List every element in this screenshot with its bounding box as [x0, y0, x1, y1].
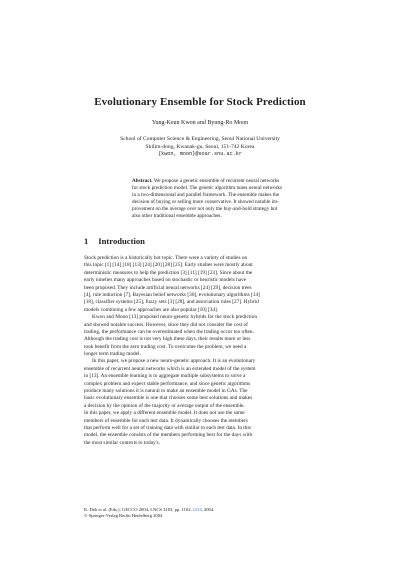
body-line: basic evolutionary ensemble is one that chooses some best solutions and makes [84, 395, 253, 402]
body-line: and showed notable success. However, since they did not consider the cost of [84, 321, 248, 328]
citation-end-page: 1113 [192, 507, 202, 512]
body-line: In this paper, we propose a new neuro-genetic approach. It is an evolutionary [92, 358, 256, 365]
body-line: [4], rule induction [7], Bayesian belief networks [30], evolutionary algorithms [14] [84, 291, 260, 298]
body-line: in [13]. An ensemble learning is to aggregate multiple subsystems to solve a [84, 373, 246, 380]
body-line: a decision by the opinion of the majority or average output of the ensemble. [84, 402, 245, 409]
body-line: Stock prediction is a historically hot topic. There were a variety of studies on [84, 255, 248, 261]
body-line: [18], classifier systems [25], fuzzy sets [3] [28], and association rules [27]. Hybrid [84, 299, 259, 306]
body-line: Kwon and Moon [13] proposed neuro-genetic hybrids for the stock prediction [92, 314, 258, 321]
body-line: In this paper, we apply a different ensemble model. It does not use the same [84, 410, 245, 417]
body-line: complex problem and expect stable performance, and since genetic algorithms [84, 380, 251, 387]
body-line: this topic [1] [14] [18] [13] [24] [20] [28] [25]. Early studies were mostly about [84, 262, 253, 269]
paper-authors: Yung-Keun Kwon and Byung-Ro Moon [151, 120, 249, 126]
body-line: produce many solutions it is natural to make an ensemble model in GAs. The [84, 388, 248, 395]
body-line: deterministic measures to help the prediction [3] [11] [19] [23]. Since about the [84, 269, 253, 276]
body-line: took benefit from the zero trading cost. To overcome the problem, we need a [84, 343, 247, 350]
page-footer [84, 507, 214, 519]
body-line: longer term trading model. [84, 351, 141, 358]
author-email: {kwon, moon}@soar.snu.ac.kr [157, 151, 243, 158]
section-number: 1 [84, 236, 89, 246]
affiliation-block [0, 136, 400, 159]
abstract-line: in a two-dimensional and parallel framework. The ensemble makes the [132, 192, 280, 199]
affiliation-line: Shilim-dong, Kwanak-gu, Seoul, 151-742 Korea [145, 143, 255, 150]
citation-year: , 2004. [201, 507, 215, 512]
section-heading [84, 236, 145, 246]
copyright-line: © Springer-Verlag Berlin Heidelberg 2004 [84, 513, 163, 519]
body-line: the most similar contexts to today's. [84, 439, 160, 446]
section-title: Introduction [98, 236, 145, 246]
citation-text: K. Deb et al. (Eds.): GECCO 2004, LNCS 3103, pp. 1102– [84, 507, 193, 512]
body-line: members of ensemble for each test data. It dynamically chooses the members [84, 417, 248, 424]
abstract-line: also other traditional ensemble approaches. [132, 213, 222, 220]
body-line: models combining a few approaches are also popular [10] [34]. [84, 306, 219, 313]
body-line: ensemble of recurrent neural networks which is an extended model of the system [84, 365, 256, 372]
abstract [132, 178, 360, 221]
abstract-text: We propose a genetic ensemble of recurrent neural networks [153, 178, 280, 184]
affiliation-line: School of Computer Science & Engineering, Seoul National University [120, 136, 280, 142]
body-line: early nineties many approaches based on stochastic or heuristic models have [84, 277, 247, 284]
body-line: model, the ensemble consists of the members performing best for the days with [84, 432, 253, 439]
body-line: trading, the performance can be overestimated when the trading occur too often. [84, 328, 254, 335]
introduction-body [84, 255, 316, 447]
body-line: that perform well for a set of training data with similar to each test data. In this [84, 424, 251, 431]
paper-title: Evolutionary Ensemble for Stock Prediction [94, 96, 306, 108]
body-line: been proposed. They include artificial neural networks [24] [29], decision trees [84, 284, 252, 291]
abstract-line: for stock prediction model. The genetic algorithm tunes neural networks [132, 185, 283, 192]
abstract-label: Abstract. [132, 178, 153, 184]
abstract-line: provement on the average over not only the buy-and-hold strategy but [132, 206, 278, 213]
body-line: Although the trading cost is not very high these days, their results more or less [84, 336, 251, 343]
abstract-line: decision of buying or selling more conservative. It showed notable im- [132, 199, 279, 206]
